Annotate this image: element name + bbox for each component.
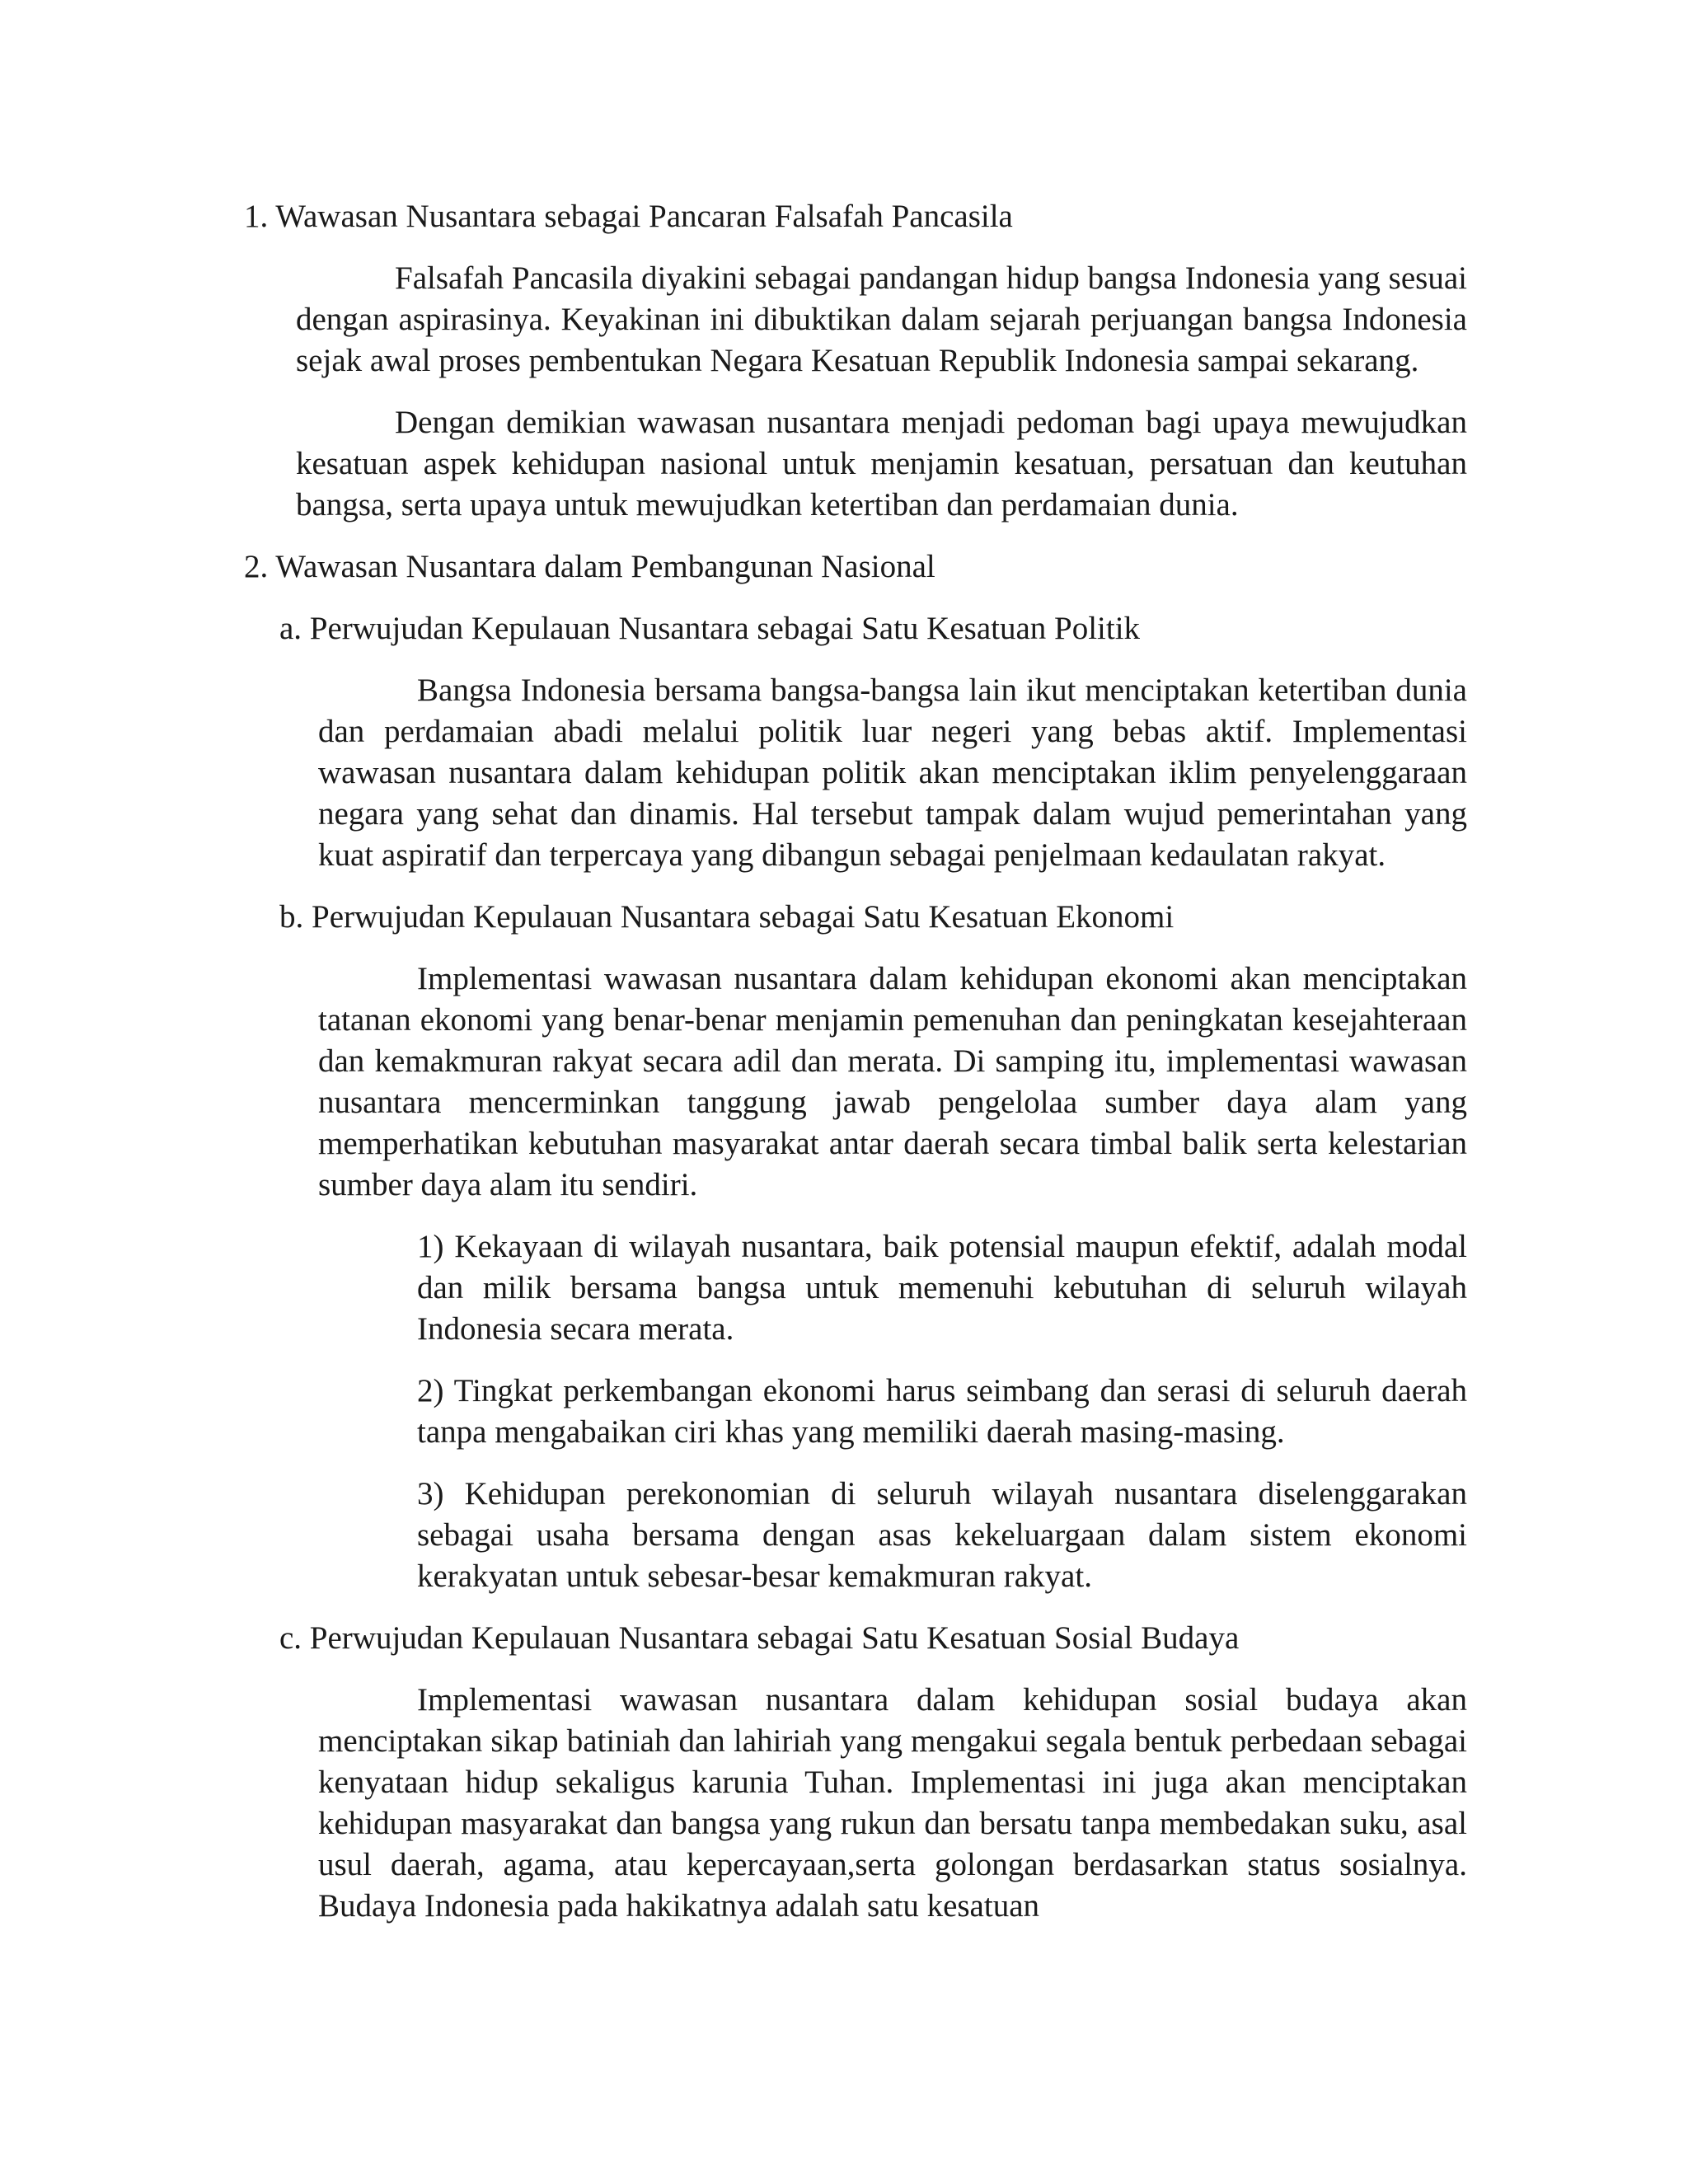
subsection-a-paragraph: Bangsa Indonesia bersama bangsa-bangsa lain ikut menciptakan ketertiban dunia dan perdamaian abadi melalui politik luar negeri yang bebas aktif. Implementasi wawasan nusantara dalam kehidupan politik akan menciptakan iklim penyelenggaraan negara yang sehat dan dinamis. Hal tersebut tampak dalam wujud pemerintahan yang kuat aspiratif dan terpercaya yang dibangun sebagai penjelmaan kedaulatan rakyat. [318,673,1467,873]
section-1-paragraph-1: Falsafah Pancasila diyakini sebagai pandangan hidup bangsa Indonesia yang sesuai dengan aspirasinya. Keyakinan ini dibuktikan dalam sejarah perjuangan bangsa Indonesia sejak awal proses pembentukan Negara Kesatuan Republik Indonesia sampai sekarang. [296,260,1467,378]
subsection-b-item-2: 2) Tingkat perkembangan ekonomi harus seimbang dan serasi di seluruh daerah tanpa mengabaikan ciri khas yang memiliki daerah masing-masing. [417,1373,1467,1450]
section-1-heading: 1. Wawasan Nusantara sebagai Pancaran Falsafah Pancasila [244,199,1013,234]
document-body [244,196,1467,1947]
section-2-heading: 2. Wawasan Nusantara dalam Pembangunan Nasional [244,549,935,584]
section-1-paragraph-2: Dengan demikian wawasan nusantara menjadi pedoman bagi upaya mewujudkan kesatuan aspek kehidupan nasional untuk menjamin kesatuan, persatuan dan keutuhan bangsa, serta upaya untuk mewujudkan ketertiban dan perdamaian dunia. [296,405,1467,523]
subsection-a-heading: a. Perwujudan Kepulauan Nusantara sebagai Satu Kesatuan Politik [279,611,1141,646]
subsection-b-item-1: 1) Kekayaan di wilayah nusantara, baik potensial maupun efektif, adalah modal dan milik bersama bangsa untuk memenuhi kebutuhan di seluruh wilayah Indonesia secara merata. [417,1229,1467,1347]
subsection-c-paragraph: Implementasi wawasan nusantara dalam kehidupan sosial budaya akan menciptakan sikap batiniah dan lahiriah yang mengakui segala bentuk perbedaan sebagai kenyataan hidup sekaligus karunia Tuhan. Implementasi ini juga akan menciptakan kehidupan masyarakat dan bangsa yang rukun dan bersatu tanpa membedakan suku, asal usul daerah, agama, atau kepercayaan,serta golongan berdasarkan status sosialnya. Budaya Indonesia pada hakikatnya adalah satu kesatuan [318,1682,1467,1924]
subsection-b-item-3: 3) Kehidupan perekonomian di seluruh wilayah nusantara diselenggarakan sebagai usaha bersama dengan asas kekeluargaan dalam sistem ekonomi kerakyatan untuk sebesar-besar kemakmuran rakyat. [417,1476,1467,1594]
subsection-c-heading: c. Perwujudan Kepulauan Nusantara sebagai Satu Kesatuan Sosial Budaya [279,1620,1240,1656]
subsection-b-paragraph: Implementasi wawasan nusantara dalam kehidupan ekonomi akan menciptakan tatanan ekonomi yang benar-benar menjamin pemenuhan dan peningkatan kesejahteraan dan kemakmuran rakyat secara adil dan merata. Di samping itu, implementasi wawasan nusantara mencerminkan tanggung jawab pengelolaa sumber daya alam yang memperhatikan kebutuhan masyarakat antar daerah secara timbal balik serta kelestarian sumber daya alam itu sendiri. [318,961,1467,1202]
subsection-b-heading: b. Perwujudan Kepulauan Nusantara sebagai Satu Kesatuan Ekonomi [279,899,1175,935]
